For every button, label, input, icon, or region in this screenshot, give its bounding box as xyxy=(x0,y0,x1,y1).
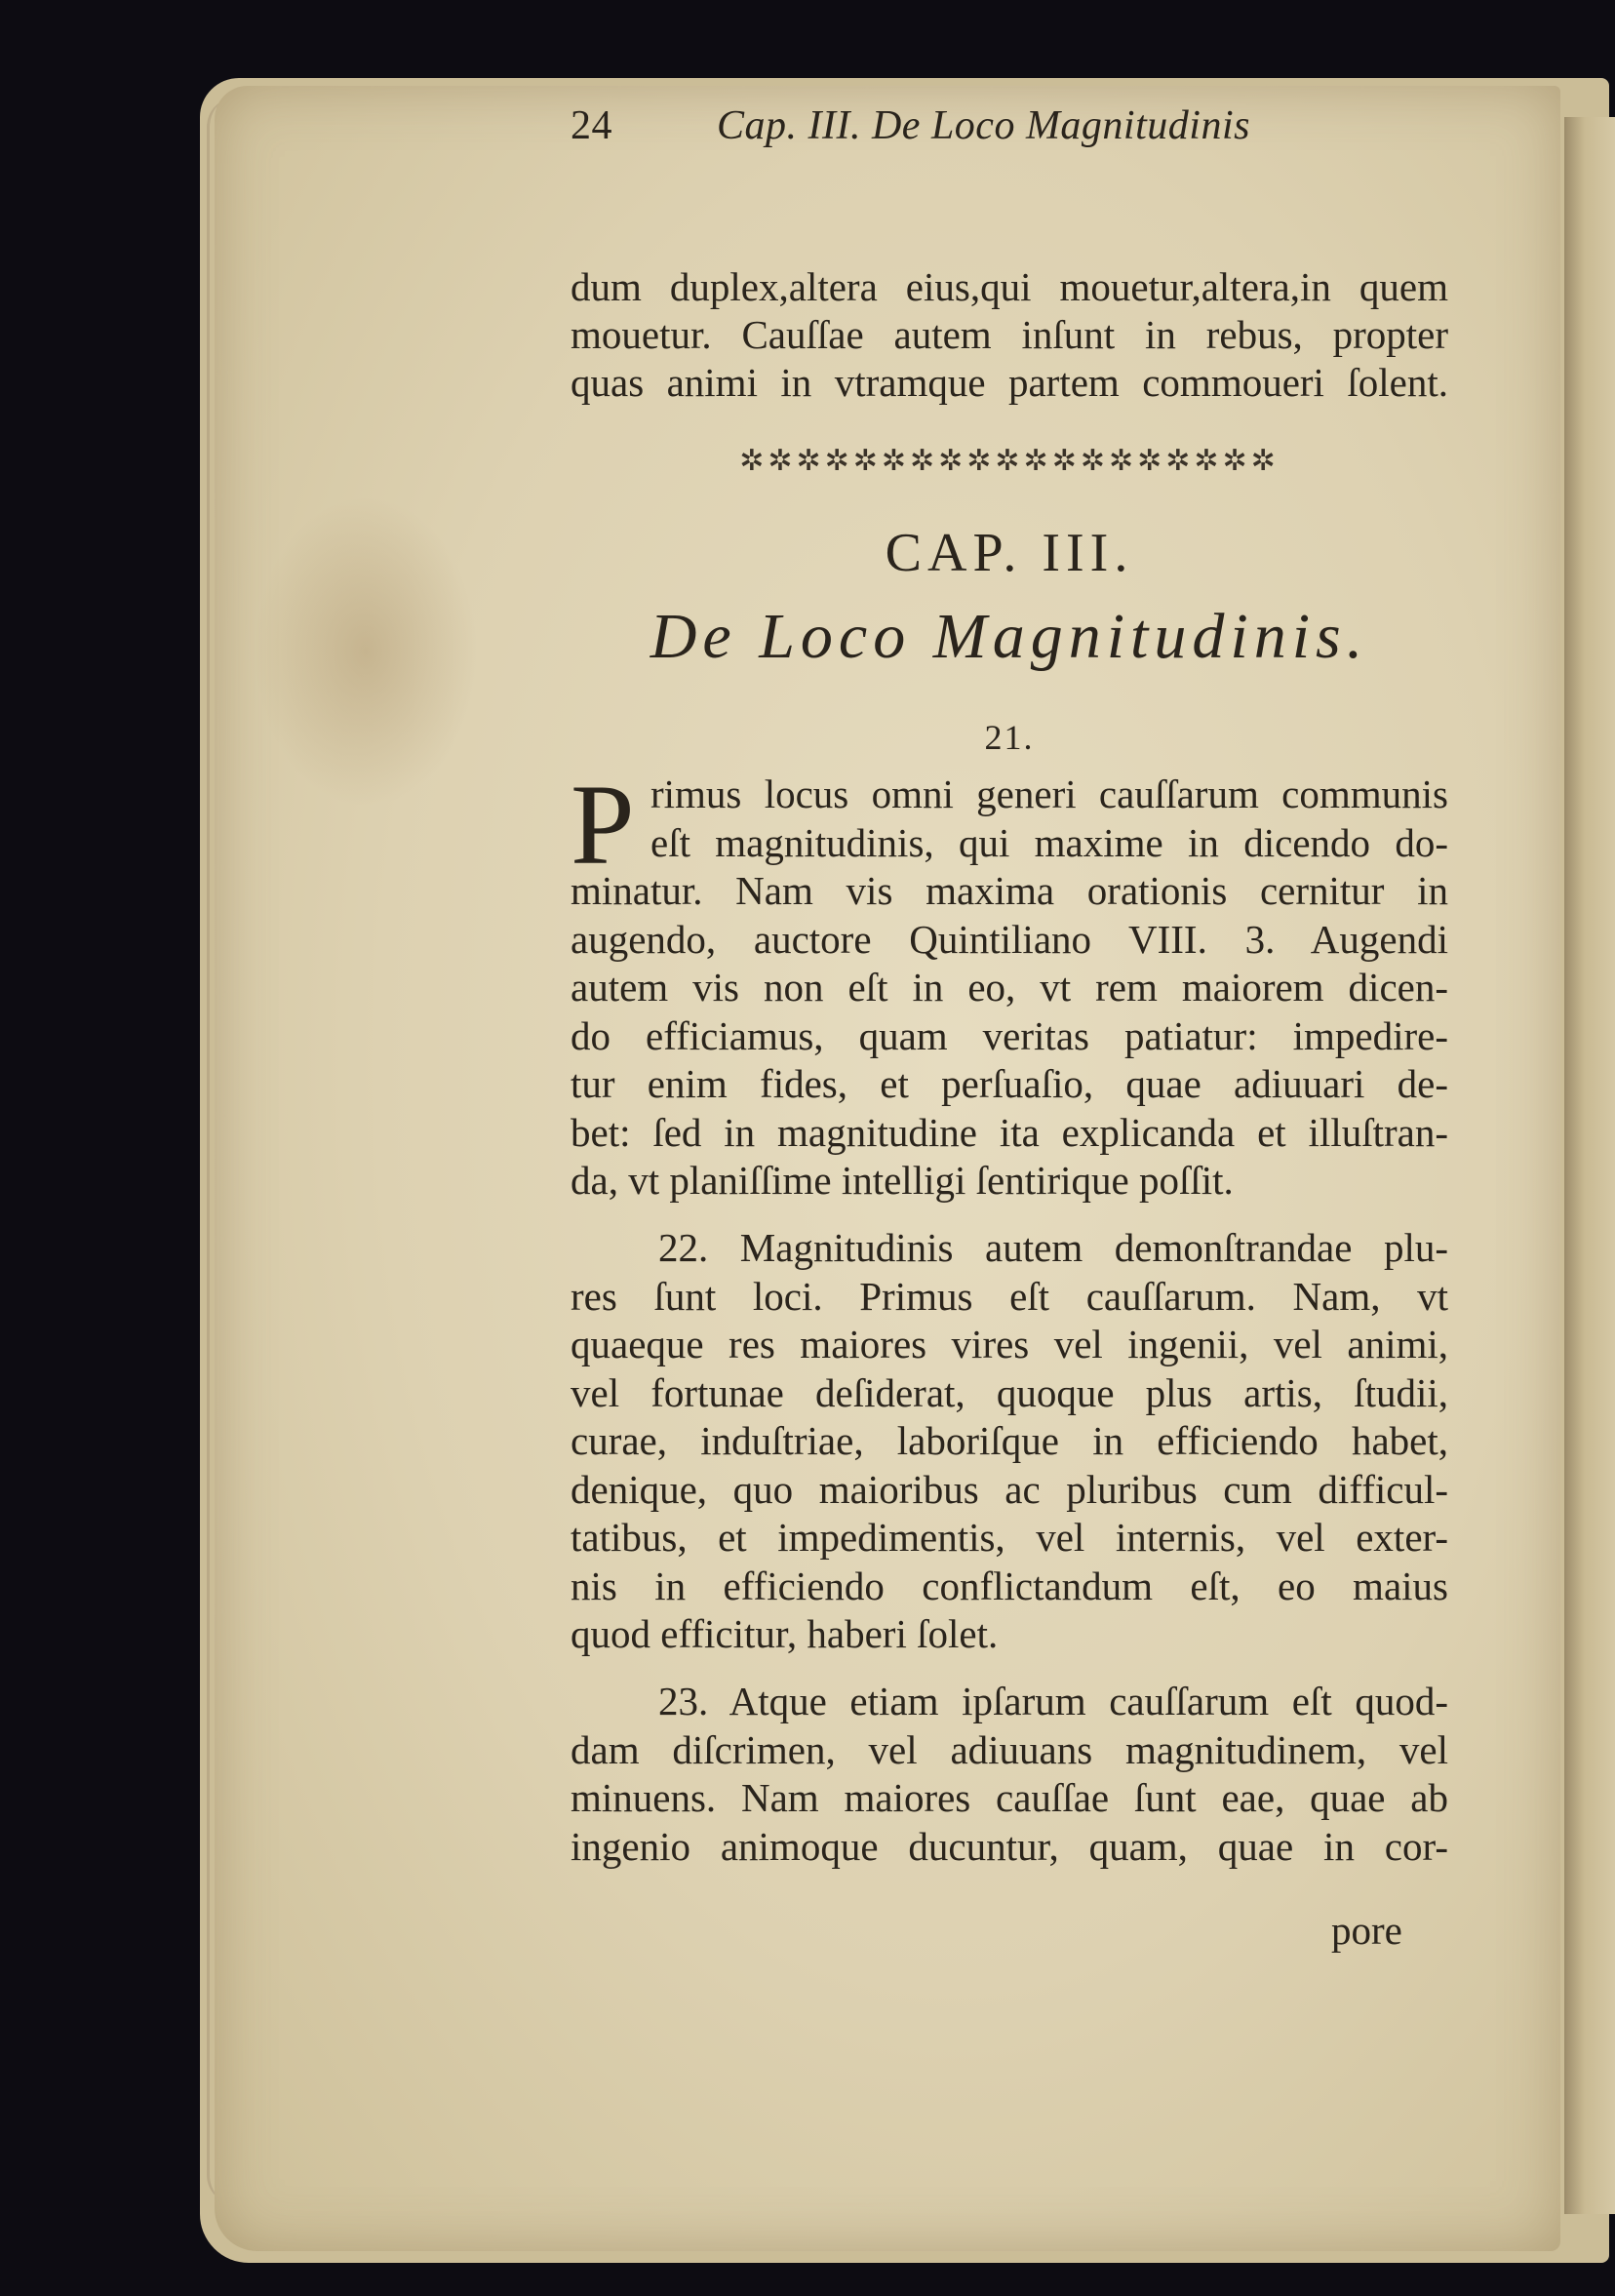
facing-page-edge xyxy=(1564,117,1615,2214)
text-line: mouetur. Cauſſae autem inſunt in rebus, propter xyxy=(571,311,1448,357)
text-line: res ſunt loci. Primus eſt cauſſarum. Nam, vt xyxy=(571,1273,1448,1319)
catchword: pore xyxy=(1331,1908,1402,1953)
text-line: vel fortunae deſiderat, quoque plus artis, ſtudii, xyxy=(571,1369,1448,1415)
section-23-paragraph xyxy=(571,1678,1448,1871)
text-line: rimus locus omni generi cauſſarum communis xyxy=(650,772,1448,816)
text-line: ingenio animoque ducuntur, quam, quae in cor- xyxy=(571,1823,1448,1869)
section-21-paragraph xyxy=(571,761,1448,1206)
text-line: 23. Atque etiam ipſarum cauſſarum eſt quod- xyxy=(658,1679,1448,1723)
carryover-paragraph xyxy=(571,263,1448,406)
text-line: bet: ſed in magnitudine ita explicanda et illuſtran- xyxy=(571,1109,1448,1155)
text-line: dum duplex,altera eius,qui mouetur,altera,in quem xyxy=(571,264,1448,309)
chapter-title: De Loco Magnitudinis. xyxy=(650,601,1369,672)
text-line: da, vt planiſſime intelligi ſentirique poſſit. xyxy=(571,1158,1234,1203)
chapter-label: CAP. III. xyxy=(885,523,1134,583)
page-number: 24 xyxy=(571,103,612,148)
text-line: eſt magnitudinis, qui maxime in dicendo do- xyxy=(650,819,1448,865)
text-line: augendo, auctore Quintiliano VIII. 3. Augendi xyxy=(571,916,1448,962)
text-line: curae, induſtriae, laboriſque in efficiendo habet, xyxy=(571,1418,1448,1463)
text-line: minuens. Nam maiores cauſſae ſunt eae, quae ab xyxy=(571,1775,1448,1820)
running-title: Cap. III. De Loco Magnitudinis xyxy=(717,103,1250,148)
text-line: dam diſcrimen, vel adiuuans magnitudinem, vel xyxy=(571,1726,1448,1772)
ornamental-rule: ✲✲✲✲✲✲✲✲✲✲✲✲✲✲✲✲✲✲✲ xyxy=(739,445,1280,477)
text-line: minatur. Nam vis maxima orationis cernitur in xyxy=(571,868,1448,913)
text-line: quod efficitur, haberi ſolet. xyxy=(571,1611,999,1656)
text-line: autem vis non eſt in eo, vt rem maiorem dicen- xyxy=(571,965,1448,1009)
section-number: 21. xyxy=(984,718,1035,757)
text-line: denique, quo maioribus ac pluribus cum difficul- xyxy=(571,1466,1448,1512)
text-line: tatibus, et impedimentis, vel internis, vel exter- xyxy=(571,1515,1448,1560)
text-line: tur enim fides, et perſuaſio, quae adiuuari de- xyxy=(571,1061,1448,1106)
water-stain xyxy=(254,495,478,808)
section-22-paragraph xyxy=(571,1224,1448,1659)
drop-cap: P xyxy=(571,761,635,889)
text-line: quas animi in vtramque partem commoueri ſolent. xyxy=(571,359,1448,405)
text-line: nis in efficiendo conflictandum eſt, eo maius xyxy=(571,1563,1448,1608)
text-line: quaeque res maiores vires vel ingenii, vel animi, xyxy=(571,1322,1448,1366)
text-line: do efficiamus, quam veritas patiatur: impedire- xyxy=(571,1012,1448,1058)
text-line: 22. Magnitudinis autem demonſtrandae plu- xyxy=(658,1225,1448,1270)
